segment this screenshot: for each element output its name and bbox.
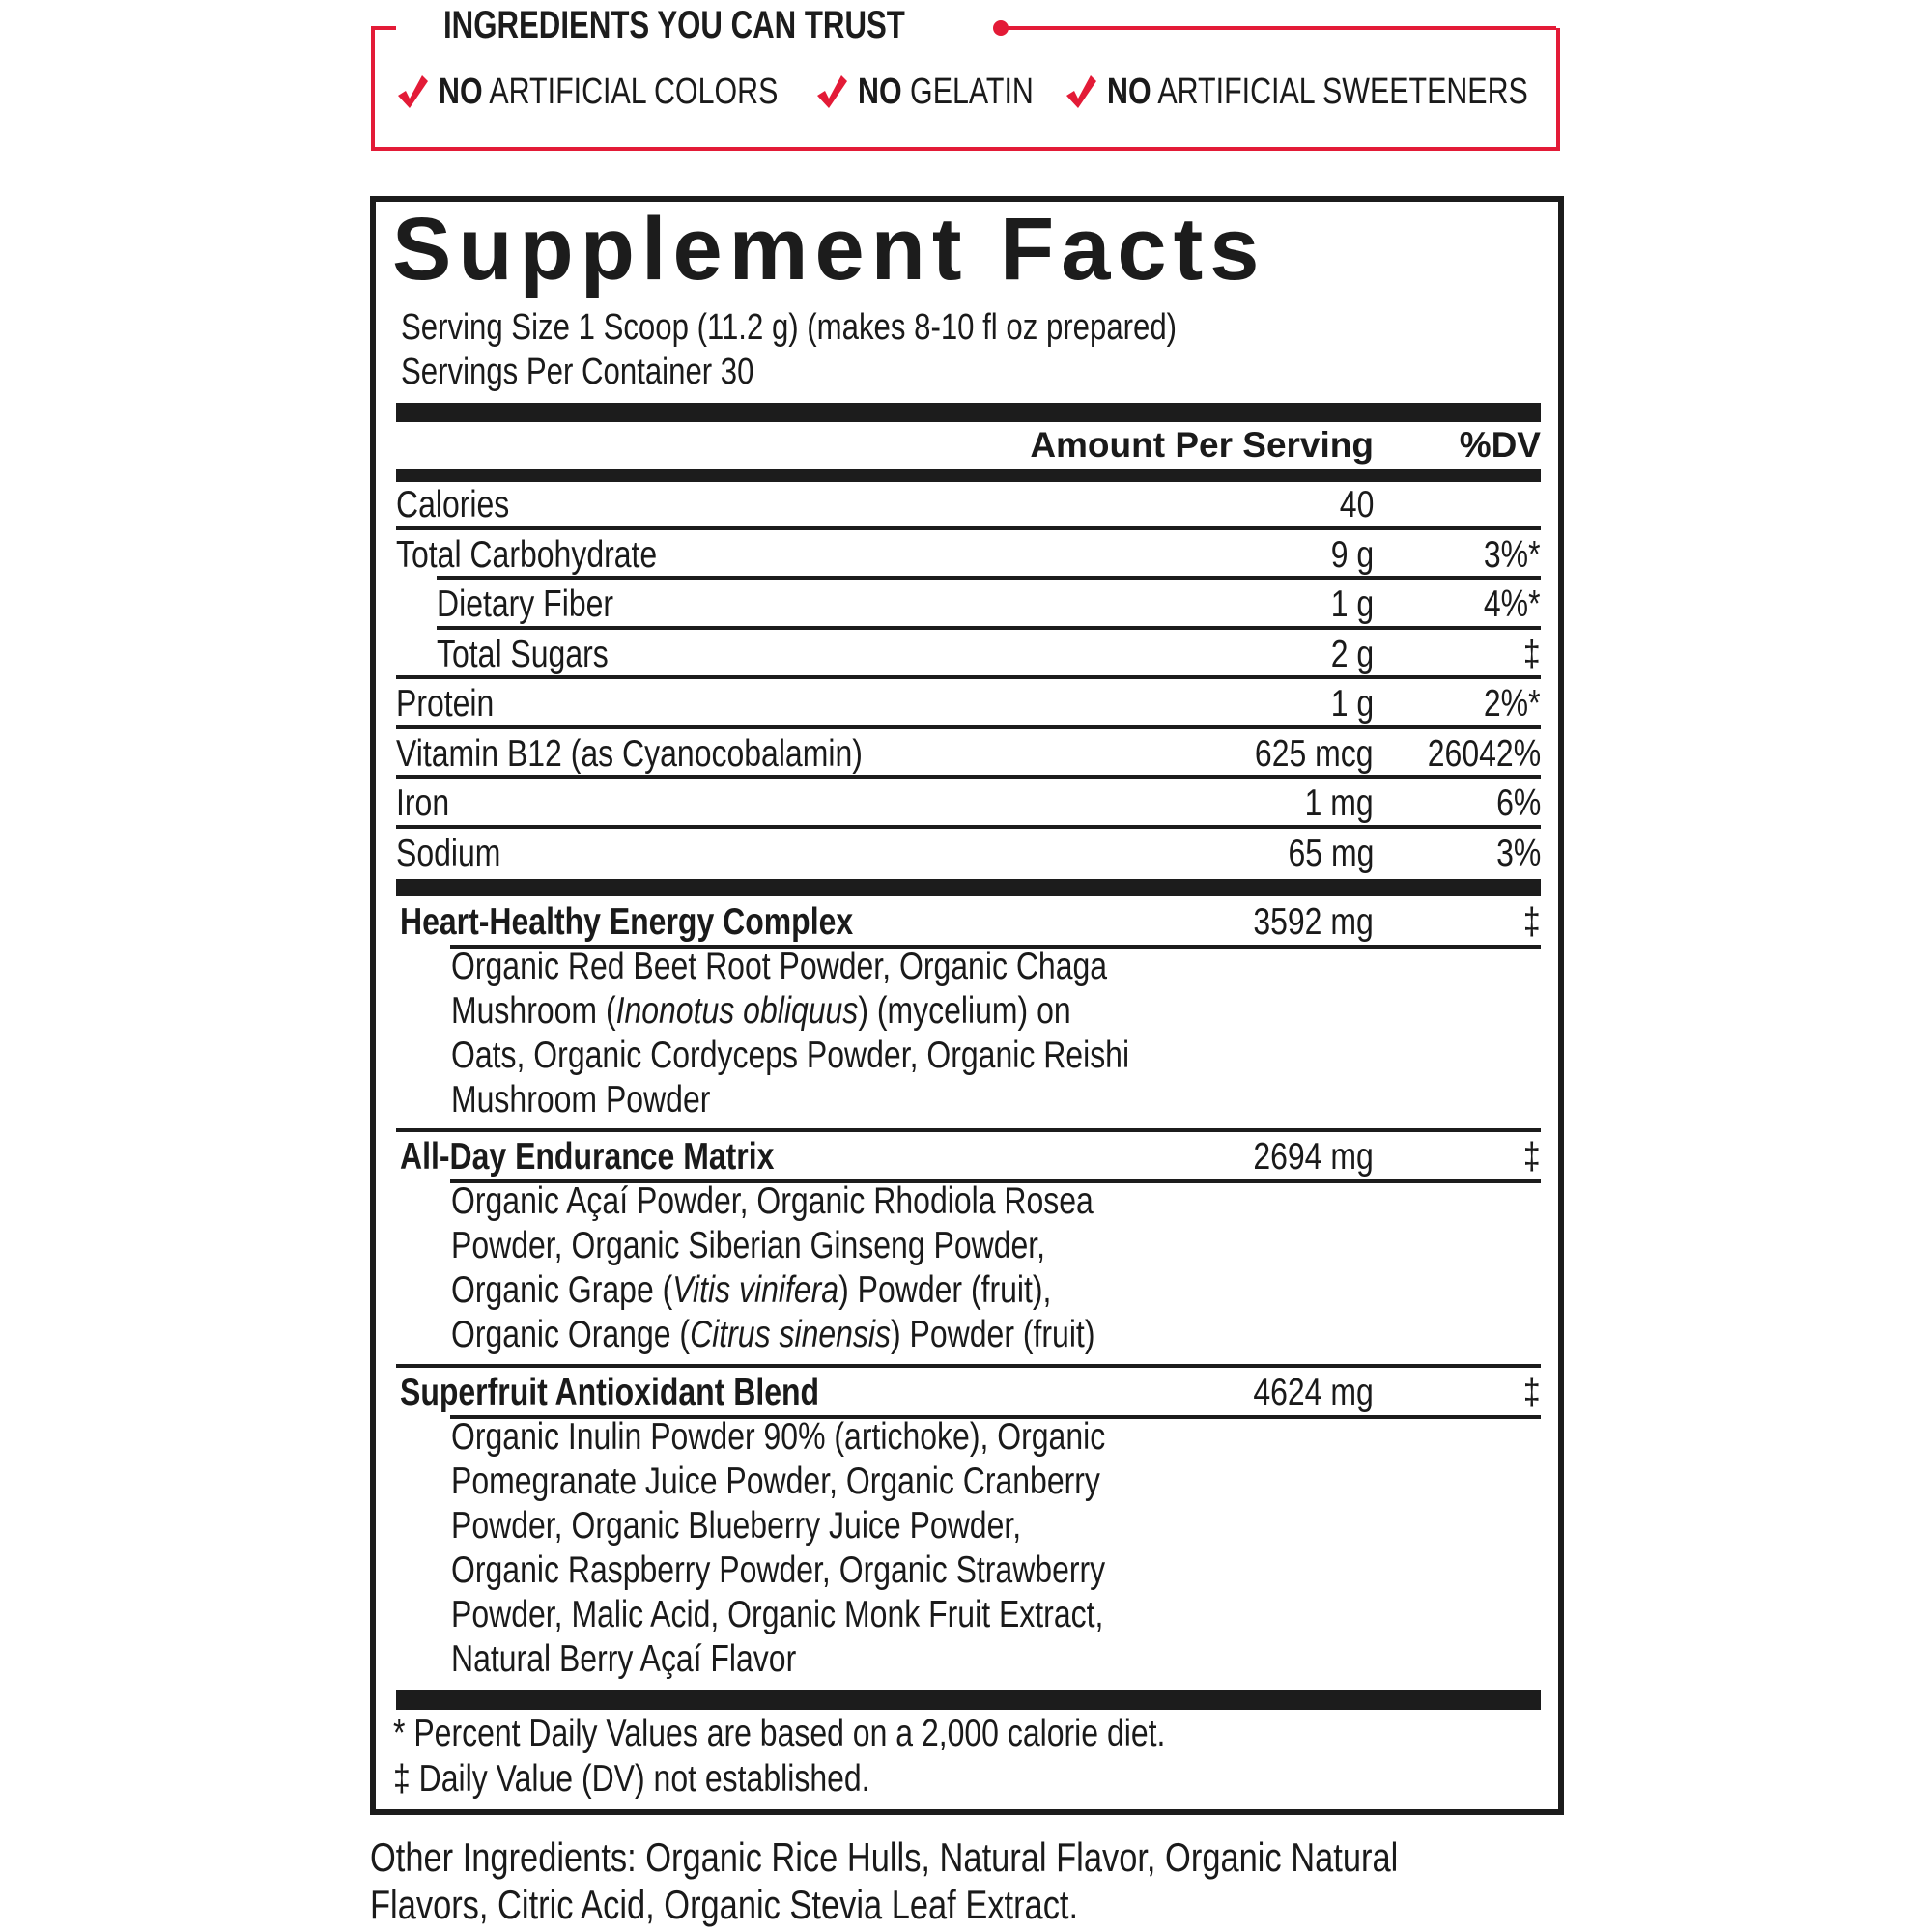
row-divider [396, 825, 1541, 829]
blend-ingredients [451, 945, 1129, 1122]
checkmark-icon [815, 72, 848, 111]
latin-name: Citrus sinensis [690, 1314, 892, 1355]
nutrient-amount: 9 g [1330, 533, 1374, 576]
nutrient-dv: 3%* [1484, 533, 1541, 576]
row-divider [396, 526, 1541, 530]
nutrient-name: Total Sugars [437, 633, 609, 675]
blend-dv: ‡ [1523, 1136, 1541, 1178]
blend-ingredient-line [451, 1078, 1129, 1122]
footnote-percent-dv: * Percent Daily Values are based on a 2,000 calorie diet. [393, 1713, 1166, 1754]
blend-ingredient-line [451, 1593, 1105, 1637]
other-ingredients [370, 1833, 1398, 1928]
nutrient-name: Vitamin B12 (as Cyanocobalamin) [396, 732, 863, 775]
nutrient-amount: 40 [1339, 484, 1374, 526]
trust-item-no-artificial-colors: NO ARTIFICIAL COLORS [396, 68, 863, 116]
blend-divider [396, 1128, 1541, 1132]
nutrient-dv: ‡ [1523, 633, 1541, 675]
blend-name: Superfruit Antioxidant Blend [400, 1372, 820, 1413]
blend-amount: 4624 mg [1253, 1372, 1374, 1413]
nutrient-dv: 3% [1495, 832, 1541, 874]
amount-per-serving-header: Amount Per Serving [1030, 425, 1374, 465]
ingredient-text: Organic Inulin Powder 90% (artichoke), Organic [451, 1416, 1106, 1458]
nutrient-amount: 1 g [1330, 683, 1374, 724]
nutrient-name: Calories [396, 484, 510, 526]
nutrient-name: Total Carbohydrate [396, 533, 658, 576]
trust-dot-icon [993, 20, 1009, 36]
thick-divider [396, 879, 1541, 896]
thick-divider [396, 403, 1541, 422]
ingredient-text: Powder, Organic Blueberry Juice Powder, [451, 1505, 1022, 1547]
trust-box-top-border-right [1005, 26, 1556, 30]
dv-header: %DV [1459, 425, 1541, 465]
blend-divider [396, 1364, 1541, 1368]
nutrient-amount: 1 mg [1304, 782, 1374, 824]
nutrient-amount: 65 mg [1288, 832, 1374, 874]
trust-box-top-border-left [371, 26, 396, 30]
blend-name: Heart-Healthy Energy Complex [400, 901, 854, 943]
facts-title: Supplement Facts [392, 200, 1266, 298]
footnote-dv-not-established: ‡ Daily Value (DV) not established. [393, 1758, 870, 1800]
ingredient-text: ) Powder (fruit) [891, 1314, 1095, 1355]
checkmark-icon [1065, 72, 1097, 111]
trust-item-no-gelatin: NO GELATIN [815, 68, 1077, 116]
ingredient-text: Oats, Organic Cordyceps Powder, Organic Reishi [451, 1035, 1130, 1076]
nutrient-name: Protein [396, 683, 495, 724]
ingredient-text: Powder, Malic Acid, Organic Monk Fruit Extract, [451, 1594, 1104, 1635]
ingredient-text: ) (mycelium) on [858, 990, 1071, 1032]
blend-ingredient-line [451, 1504, 1105, 1548]
nutrient-amount: 2 g [1330, 633, 1374, 675]
blend-dv: ‡ [1523, 1372, 1541, 1413]
blend-ingredient-line [451, 1034, 1129, 1078]
blend-ingredient-line [451, 1268, 1094, 1313]
nutrient-name: Sodium [396, 832, 501, 874]
ingredient-text: Mushroom ( [451, 990, 616, 1032]
blend-ingredient-line [451, 1637, 1105, 1682]
thick-divider [396, 1690, 1541, 1710]
row-divider [396, 775, 1541, 779]
blend-ingredient-line [451, 989, 1129, 1034]
blend-ingredients [451, 1179, 1094, 1357]
ingredient-text: ) Powder (fruit), [838, 1269, 1052, 1311]
ingredient-text: Organic Red Beet Root Powder, Organic Chaga [451, 946, 1108, 987]
nutrient-dv: 4%* [1484, 583, 1541, 625]
nutrient-amount: 1 g [1330, 583, 1374, 625]
blend-amount: 2694 mg [1253, 1136, 1374, 1178]
blend-ingredient-line [451, 1415, 1105, 1460]
ingredient-text: Organic Orange ( [451, 1314, 691, 1355]
ingredient-text: Natural Berry Açaí Flavor [451, 1638, 797, 1680]
nutrient-dv: 2%* [1484, 683, 1541, 724]
blend-dv: ‡ [1523, 901, 1541, 943]
checkmark-icon [396, 72, 429, 111]
latin-name: Inonotus obliquus [615, 990, 859, 1032]
medium-divider [396, 469, 1541, 482]
ingredient-text: Pomegranate Juice Powder, Organic Cranberry [451, 1461, 1100, 1502]
nutrient-name: Dietary Fiber [437, 583, 614, 625]
blend-ingredient-line [451, 1548, 1105, 1593]
nutrient-amount: 625 mcg [1255, 732, 1374, 775]
nutrient-dv: 6% [1495, 782, 1541, 824]
blend-ingredient-line [451, 1460, 1105, 1504]
trust-item-no-artificial-sweeteners: NO ARTIFICIAL SWEETENERS [1065, 68, 1634, 116]
ingredient-text: Powder, Organic Siberian Ginseng Powder, [451, 1225, 1046, 1266]
row-divider [396, 675, 1541, 679]
ingredient-text: Organic Açaí Powder, Organic Rhodiola Rosea [451, 1180, 1094, 1222]
row-divider [396, 725, 1541, 729]
latin-name: Vitis vinifera [672, 1269, 839, 1311]
blend-ingredient-line [451, 1179, 1094, 1224]
nutrient-dv: 26042% [1427, 732, 1541, 775]
row-divider [437, 626, 1541, 630]
other-ingredients-line: Other Ingredients: Organic Rice Hulls, Natural Flavor, Organic Natural [370, 1834, 1399, 1880]
trust-title: INGREDIENTS YOU CAN TRUST [443, 4, 905, 46]
blend-ingredient-line [451, 1224, 1094, 1268]
blend-ingredients [451, 1415, 1105, 1682]
row-divider [437, 576, 1541, 580]
ingredient-text: Mushroom Powder [451, 1079, 711, 1121]
blend-ingredient-line [451, 945, 1129, 989]
servings-per-container: Servings Per Container 30 [401, 352, 754, 392]
nutrient-name: Iron [396, 782, 450, 824]
serving-size: Serving Size 1 Scoop (11.2 g) (makes 8-10 fl oz prepared) [401, 307, 1178, 348]
blend-ingredient-line [451, 1313, 1094, 1357]
other-ingredients-line: Flavors, Citric Acid, Organic Stevia Leaf Extract. [370, 1882, 1079, 1927]
ingredient-text: Organic Grape ( [451, 1269, 673, 1311]
ingredient-text: Organic Raspberry Powder, Organic Strawberry [451, 1549, 1106, 1591]
blend-name: All-Day Endurance Matrix [400, 1136, 775, 1178]
blend-amount: 3592 mg [1253, 901, 1374, 943]
